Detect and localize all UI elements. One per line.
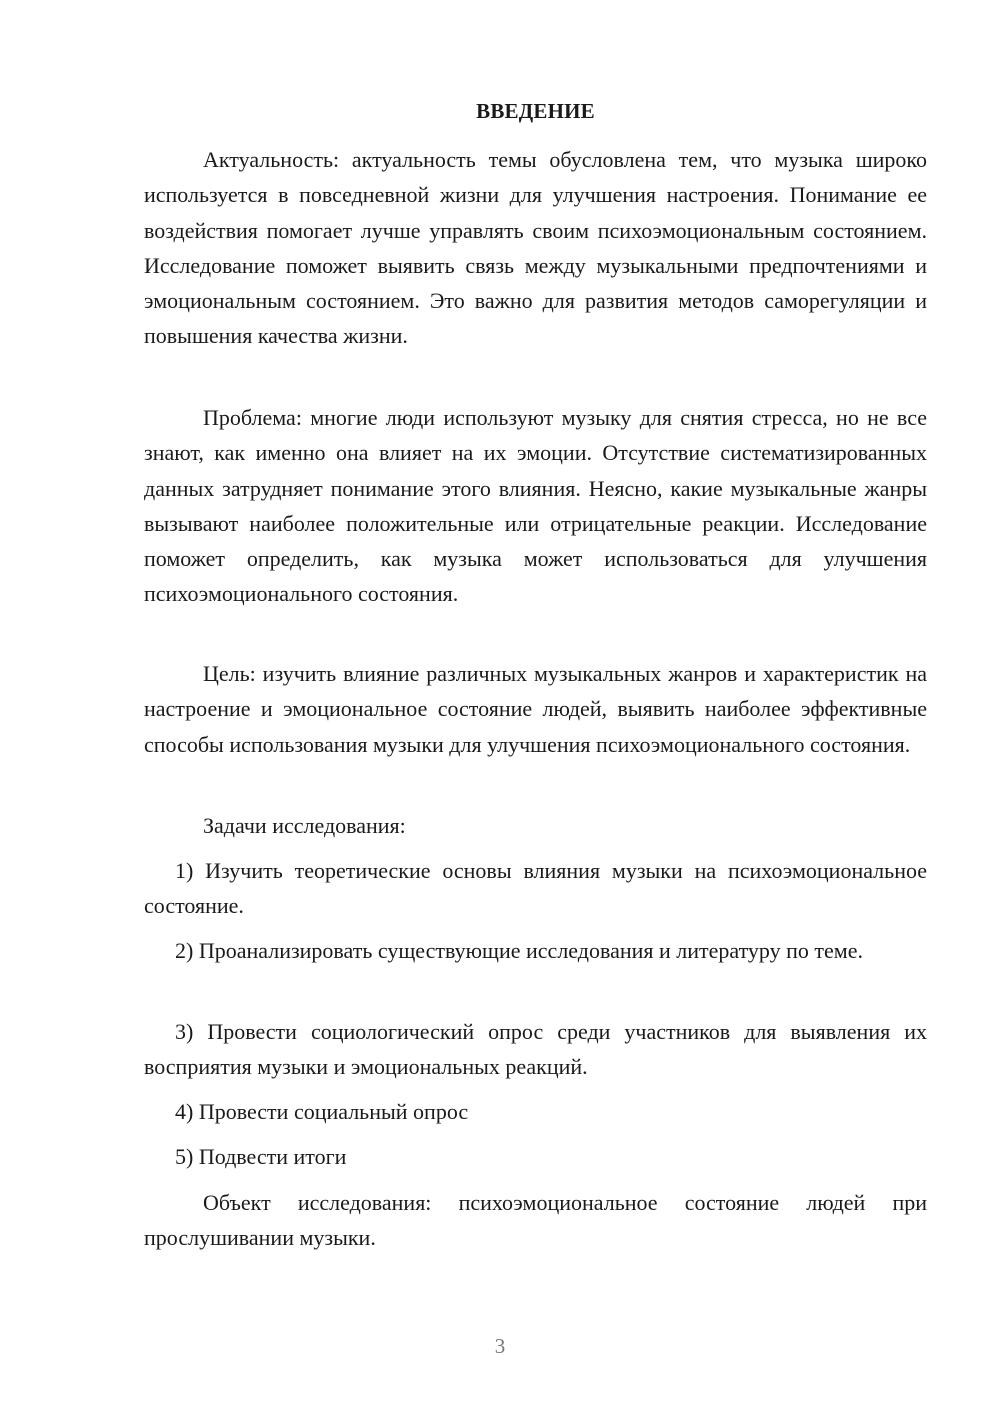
task-item-4: 4) Провести социальный опрос [175,1099,469,1124]
section-heading: ВВЕДЕНИЕ [476,99,595,123]
paragraph-object: Объект исследования: психоэмоциональное состояние людей при прослушивании музыки. [144,1190,927,1251]
task-item-5: 5) Подвести итоги [175,1144,347,1169]
paragraph-relevance: Актуальность: актуальность темы обусловлена тем, что музыка широко используется в повседневной жизни для улучшения настроения. Понимание ее воздействия помогает лучше управлять своим психоэмоциональным состоянием. Исследование поможет выявить связь между музыкальными предпочтениями и эмоциональным состоянием. Это важно для развития методов саморегуляции и повышения качества жизни. [144,147,927,349]
task-item-1: 1) Изучить теоретические основы влияния музыки на психоэмоциональное состояние. [144,858,927,919]
tasks-title: Задачи исследования: [203,813,406,838]
paragraph-goal: Цель: изучить влияние различных музыкальных жанров и характеристик на настроение и эмоциональное состояние людей, выявить наиболее эффективные способы использования музыки для улучшения психоэмоционального состояния. [144,661,927,757]
page-number: 3 [494,1334,506,1358]
task-item-2: 2) Проанализировать существующие исследования и литературу по теме. [175,938,863,963]
task-item-3: 3) Провести социологический опрос среди участников для выявления их восприятия музыки и эмоциональных реакций. [144,1019,927,1080]
paragraph-problem: Проблема: многие люди используют музыку для снятия стресса, но не все знают, как именно она влияет на их эмоции. Отсутствие систематизированных данных затрудняет понимание этого влияния. Неясно, какие музыкальные жанры вызывают наиболее положительные или отрицательные реакции. Исследование поможет определить, как музыка может использоваться для улучшения психоэмоционального состояния. [144,405,927,607]
